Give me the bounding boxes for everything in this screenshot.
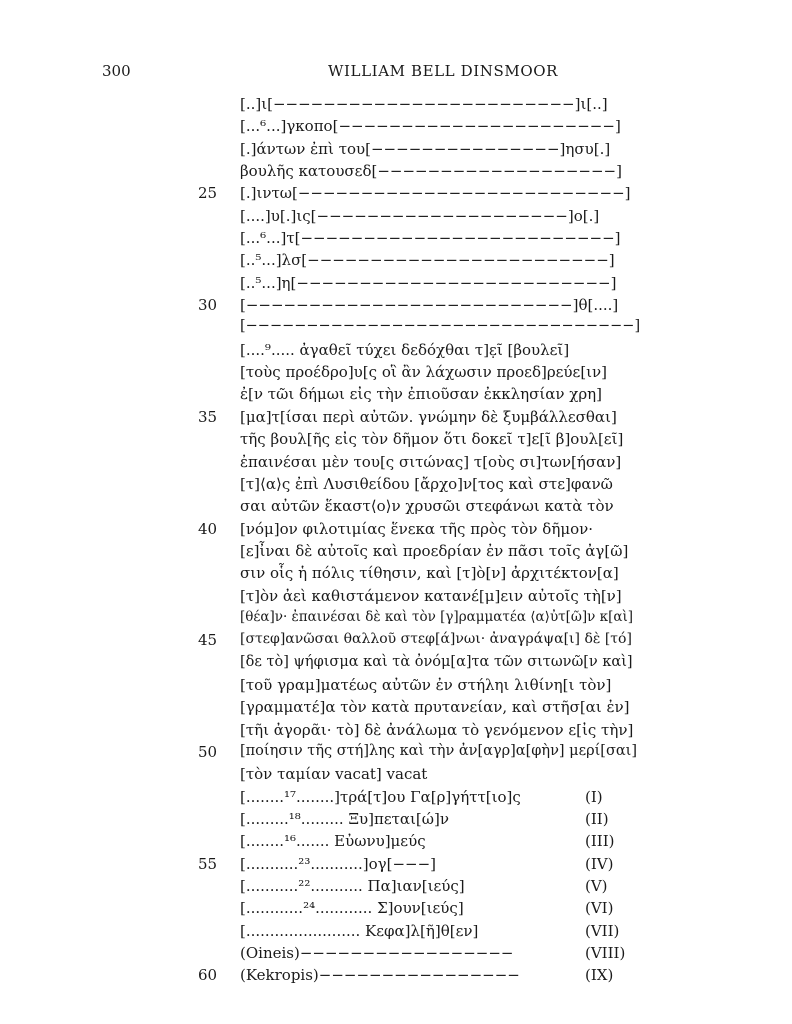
inscription-line [0, 651, 792, 673]
line-text: [..⁵...]λσ[−−−−−−−−−−−−−−−−−−−−−−−−] [240, 251, 615, 270]
inscription-line [0, 114, 792, 136]
line-text: βουλῆς κατουσεδ[−−−−−−−−−−−−−−−−−−−] [240, 162, 622, 181]
running-title: WILLIAM BELL DINSMOOR [328, 62, 559, 80]
line-number: 55 [198, 854, 218, 873]
inscription-line [0, 606, 792, 628]
line-text: ἐ[ν τῶι δήμωι εἰς τὴν ἐπιοῦσαν ἐκκλησίαν χρη] [240, 385, 602, 404]
inscription-line [0, 874, 792, 896]
line-text: [...........²²........... Πα]ιαν[ιεύς] [240, 877, 465, 896]
inscription-line [0, 360, 792, 382]
inscription-line [0, 204, 792, 226]
inscription-line [0, 807, 792, 829]
inscription-line [0, 539, 792, 561]
line-text: [.........¹⁸......... Ξυ]πεται[ώ]ν [240, 810, 449, 828]
inscription-line [0, 740, 792, 762]
line-text: [..⁵...]η[−−−−−−−−−−−−−−−−−−−−−−−−−] [240, 273, 617, 292]
line-text: [νόμ]ον φιλοτιμίας ἕνεκα τῆς πρὸς τὸν δῆμον· [240, 519, 593, 538]
tribe-numeral: (VII) [585, 921, 620, 940]
line-text: [μα]τ[ίσαι περὶ αὐτῶν. γνώμην δὲ ξυμβάλλεσθαι] [240, 407, 617, 426]
line-text: τῆς βουλ[ῆς εἰς τὸν δῆμον ὅτι δοκεῖ τ]ε[ῖ β]ουλ[εῖ] [240, 430, 624, 449]
line-text: [τοὺς προέδρο]υ[ς οἳ ἂν λάχωσιν προεδ]ρεύε[ιν] [240, 363, 608, 382]
line-text: [........¹⁷........]τρά[τ]ου Γα[ρ]γήττ[ιο]ς [240, 787, 521, 806]
inscription-line [0, 427, 792, 449]
inscription-line [0, 673, 792, 695]
line-text: [τῆι ἀγορᾶι· τὸ] δὲ ἀνάλωμα τὸ γενόμενον ε[ἰς τὴν] [240, 720, 634, 739]
line-text: σαι αὐτῶν ἕκαστ⟨ο⟩ν χρυσῶι στεφάνωι κατὰ τὸν [240, 497, 614, 516]
line-text: [δε τὸ] ψήφισμα καὶ τὰ ὀνόμ[α]τα τῶν σιτωνῶ[ν καὶ] [240, 653, 633, 670]
line-text: [.]άντων ἐπὶ του[−−−−−−−−−−−−−−−]ησυ[.] [240, 139, 611, 158]
inscription-line [0, 919, 792, 941]
line-text: [........................ Κεφα]λ[ῆ]θ[εν] [240, 921, 479, 940]
line-number: 35 [198, 407, 218, 426]
line-text: ἐπαινέσαι μὲν του[ς σιτώνας] τ[οὺς σι]των[ήσαν] [240, 452, 622, 471]
inscription-line [0, 941, 792, 963]
line-text: [−−−−−−−−−−−−−−−−−−−−−−−−−−−−−−−−] [240, 318, 641, 335]
inscription-line [0, 248, 792, 270]
line-number: 30 [198, 296, 218, 315]
inscription-line [0, 829, 792, 851]
line-text: (Oineis)−−−−−−−−−−−−−−−−− [240, 944, 514, 963]
line-text: [στεφ]ανῶσαι θαλλοῦ στεφ[ά]νωι· ἀναγράψα[ι] δὲ [τό] [240, 631, 632, 648]
line-text: [...⁶...]γκοπο[−−−−−−−−−−−−−−−−−−−−−−] [240, 117, 621, 136]
line-number: 40 [198, 519, 218, 538]
line-text: [θέα]ν· ἐπαινέσαι δὲ καὶ τὸν [γ]ραμματέα ⟨α⟩ὐτ[ῶ]ν κ[αὶ] [240, 608, 634, 625]
inscription-line [0, 963, 792, 985]
line-text: [........¹⁶....... Εὐωνυ]μεύς [240, 832, 426, 851]
tribe-numeral: (IX) [585, 966, 614, 985]
line-text: [−−−−−−−−−−−−−−−−−−−−−−−−−−]θ[....] [240, 296, 619, 315]
line-text: [τ]ὸν ἀεὶ καθιστάμενον κατανέ[μ]ειν αὐτοῖς τὴ[ν] [240, 586, 622, 605]
line-text: [...⁶...]τ[−−−−−−−−−−−−−−−−−−−−−−−−−] [240, 229, 621, 248]
line-text: [τὸν ταμίαν vacat] vacat [240, 765, 428, 784]
line-number: 45 [198, 631, 218, 650]
inscription-line [0, 785, 792, 807]
inscription-line [0, 517, 792, 539]
inscription-line [0, 181, 792, 203]
line-text: [............²⁴............ Σ]ουν[ιεύς] [240, 899, 464, 918]
line-text: [τ]⟨α⟩ς ἐπὶ Λυσιθείδου [ἄρχο]ν[τος καὶ στε]φανῶ [240, 474, 613, 493]
page-number: 300 [102, 62, 131, 80]
line-number: 50 [198, 742, 218, 761]
inscription-line [0, 762, 792, 784]
inscription-line [0, 226, 792, 248]
inscription-line [0, 293, 792, 315]
inscription-line [0, 472, 792, 494]
inscription-line [0, 338, 792, 360]
line-number: 60 [198, 966, 218, 985]
line-text: [....⁹..... ἀγαθεῖ τύχει δεδόχθαι τ]ε̣ῖ [βουλεῖ] [240, 340, 570, 359]
line-text: [γραμματέ]α τὸν κατὰ πρυτανείαν, καὶ στῆσ[αι ἐν] [240, 698, 630, 717]
line-text: [...........²³...........]ογ[−−−] [240, 854, 437, 873]
inscription-line [0, 315, 792, 337]
line-number: 25 [198, 184, 218, 203]
line-text: [....]υ[.]ις[−−−−−−−−−−−−−−−−−−−−]ο[.] [240, 206, 600, 225]
line-text: (Kekropis)−−−−−−−−−−−−−−−− [240, 966, 520, 985]
inscription-line [0, 628, 792, 650]
line-text: [ποίησιν τῆς στή]λης καὶ τὴν ἀν[αγρ]α[φὴν] μερί[σαι] [240, 742, 637, 759]
line-text: [..]ι[−−−−−−−−−−−−−−−−−−−−−−−−]ι[..] [240, 95, 608, 113]
inscription-line [0, 92, 792, 114]
inscription-line [0, 584, 792, 606]
inscription-line [0, 450, 792, 472]
inscription-line [0, 695, 792, 717]
inscription-line [0, 852, 792, 874]
tribe-numeral: (III) [585, 832, 615, 851]
tribe-numeral: (VIII) [585, 944, 626, 963]
tribe-numeral: (VI) [585, 899, 614, 918]
tribe-numeral: (II) [585, 810, 609, 828]
inscription-line [0, 896, 792, 918]
inscription-line [0, 718, 792, 740]
inscription-line [0, 561, 792, 583]
line-text: σιν οἷς ἡ πόλις τίθησιν, καὶ [τ]ὸ[ν] ἀρχιτέκτον[α] [240, 564, 619, 583]
tribe-numeral: (IV) [585, 854, 614, 873]
inscription-line [0, 137, 792, 159]
line-text: [τοῦ γραμ]ματέως αὐτῶν ἐν στήληι λιθίνη[ι τὸν] [240, 675, 612, 694]
tribe-numeral: (I) [585, 787, 603, 806]
line-text: [ε]ἶναι δὲ αὐτοῖς καὶ προεδρίαν ἐν πᾶσι τοῖς ἀγ[ῶ] [240, 541, 629, 560]
inscription-line [0, 405, 792, 427]
inscription-line [0, 382, 792, 404]
line-text: [.]ιντω[−−−−−−−−−−−−−−−−−−−−−−−−−−] [240, 184, 631, 203]
inscription-line [0, 271, 792, 293]
inscription-line [0, 494, 792, 516]
inscription-text [0, 92, 792, 986]
inscription-line [0, 159, 792, 181]
tribe-numeral: (V) [585, 877, 608, 896]
